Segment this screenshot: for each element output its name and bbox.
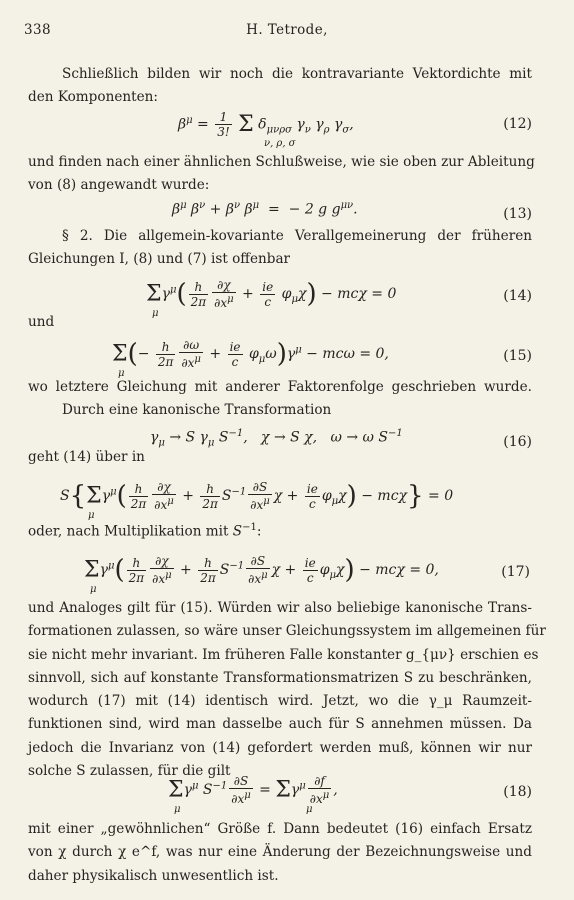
paragraph-3	[28, 225, 532, 272]
sum-index: μ	[174, 804, 181, 815]
paragraph-1	[28, 63, 532, 110]
text-line: Schließlich bilden wir noch die kontravariante Vektordichte mit	[62, 66, 532, 82]
text-line: funktionen sind, wird man dasselbe auch für S annehmen müssen. Da	[28, 716, 532, 733]
equation-number: (14)	[503, 288, 532, 304]
equation-15-body: Σ(− $\frac{h}{2\pi}$ $\frac{\partial\omega}{\partial x^\mu}$ + $\frac{ie}{c}$ $\varphi_\mu\omega)\gamma^\mu - mc\omega = 0$,	[112, 338, 389, 370]
text-line: von (8) angewandt wurde:	[28, 177, 210, 194]
equation-number: (13)	[503, 206, 532, 222]
equation-number: (12)	[503, 116, 532, 132]
equation-12-body: $\beta^\mu$ = $\frac{1}{3!}$ Σ $\delta_{\mu\nu\rho\sigma}$ $\gamma_\nu$ $\gamma_\rho$ $\gamma_\sigma$,	[178, 110, 354, 139]
paragraph-4	[28, 376, 532, 423]
equation-number: (16)	[503, 434, 532, 450]
text-und: und	[28, 314, 55, 330]
text-line: mit einer „gewöhnlichen“ Größe f. Dann bedeutet (16) einfach Ersatz	[28, 821, 532, 837]
text-line: formationen zulassen, so wäre unser Gleichungssystem im allgemeinen für	[28, 623, 546, 640]
equation-18	[0, 774, 574, 815]
equation-13-body: $\beta^\mu$ $\beta^\nu + \beta^\nu$ $\beta^\mu$ = − 2 g $g^{\mu\nu}$.	[172, 200, 358, 218]
equation-number: (18)	[503, 784, 532, 800]
text-line: sinnvoll, sich auf konstante Transformationsmatrizen S zu beschränken,	[28, 669, 532, 686]
paragraph-6	[28, 516, 532, 544]
equation-transformed	[0, 480, 574, 521]
sum-index: ν, ρ, σ	[264, 138, 296, 149]
text-line: jedoch die Invarianz von (14) gefordert werden muß, können wir nur	[28, 739, 532, 756]
paragraph-5	[28, 446, 532, 469]
sum-index: μ	[152, 308, 159, 319]
text-line: von χ durch χ e^f, was nur eine Änderung der Bezeichnungsweise und	[28, 844, 532, 861]
text-line: und finden nach einer ähnlichen Schlußweise, wie sie oben zur Ableitung	[28, 154, 535, 170]
sum-index: μ	[88, 510, 95, 521]
equation-14	[0, 278, 574, 319]
paragraph-8	[28, 818, 532, 888]
equation-number: (15)	[503, 348, 532, 364]
text-line: § 2. Die allgemein-kovariante Verallgemeinerung der früheren	[62, 228, 532, 244]
sum-index: μ	[306, 804, 313, 815]
text-line: Durch eine kanonische Transformation	[62, 402, 332, 419]
page-header	[24, 22, 550, 44]
text-line: sie nicht mehr invariant. Im früheren Falle konstanter g_{μν} erschien es	[28, 646, 539, 663]
text-line: den Komponenten:	[28, 89, 158, 106]
paragraph-7	[28, 597, 546, 783]
sum-index: μ	[90, 584, 97, 595]
equation-12	[0, 110, 574, 149]
equation-14-body: $\Sigma\gamma^\mu$( $\frac{h}{2\pi}$ $\frac{\partial\chi}{\partial x^\mu}$ + $\frac{ie}{c}$ $\varphi_\mu\chi) - mc\chi = 0$	[146, 278, 397, 310]
equation-15	[0, 338, 574, 379]
equation-18-body: $\Sigma\gamma^\mu$ $S^{-1}$ $\frac{\partial S}{\partial x^\mu}$ = $\Sigma\gamma^\mu$ $\frac{\partial f}{\partial x^\mu}$ ,	[168, 774, 338, 806]
paragraph-2	[28, 151, 535, 198]
text-line: geht (14) über in	[28, 449, 145, 465]
equation-number: (17)	[501, 564, 530, 580]
text-line: wodurch (17) mit (14) identisch wird. Jetzt, wo die γ_μ Raumzeit-	[28, 693, 532, 710]
running-head-author: H. Tetrode,	[246, 22, 328, 38]
text-line: solche S zulassen, für die gilt	[28, 763, 231, 780]
text-line: wo letztere Gleichung mit anderer Faktorenfolge geschrieben wurde.	[28, 379, 532, 395]
page-number: 338	[24, 22, 51, 38]
text-line: oder, nach Multiplikation mit $S^{-1}$:	[28, 522, 262, 540]
equation-17	[0, 554, 574, 595]
equation-transformed-body: $S\{\Sigma\gamma^\mu$( $\frac{h}{2\pi}$ $\frac{\partial\chi}{\partial x^\mu}$ + $\frac{h}{2\pi}$ $S^{-1}$ $\frac{\partial S}{\partial x^\mu}$ χ + $\frac{ie}{c}$ $\varphi_\mu\chi) - mc\chi\} = 0$	[60, 480, 454, 512]
sum-index: μ	[118, 368, 125, 379]
text-line: daher physikalisch unwesentlich ist.	[28, 867, 279, 884]
text-line: und Analoges gilt für (15). Würden wir also beliebige kanonische Trans-	[28, 600, 532, 616]
text-line: Gleichungen I, (8) und (7) ist offenbar	[28, 251, 291, 268]
equation-17-body: $\Sigma\gamma^\mu$( $\frac{h}{2\pi}$ $\frac{\partial\chi}{\partial x^\mu}$ + $\frac{h}{2\pi}$ $S^{-1}$ $\frac{\partial S}{\partial x^\mu}$ χ + $\frac{ie}{c}$ $\varphi_\mu\chi) - mc\chi = 0$,	[84, 554, 439, 586]
equation-16-body: $\gamma_\mu \to S$ $\gamma_\mu$ $S^{-1}$, χ → S χ, ω → ω $S^{-1}$	[150, 428, 403, 449]
